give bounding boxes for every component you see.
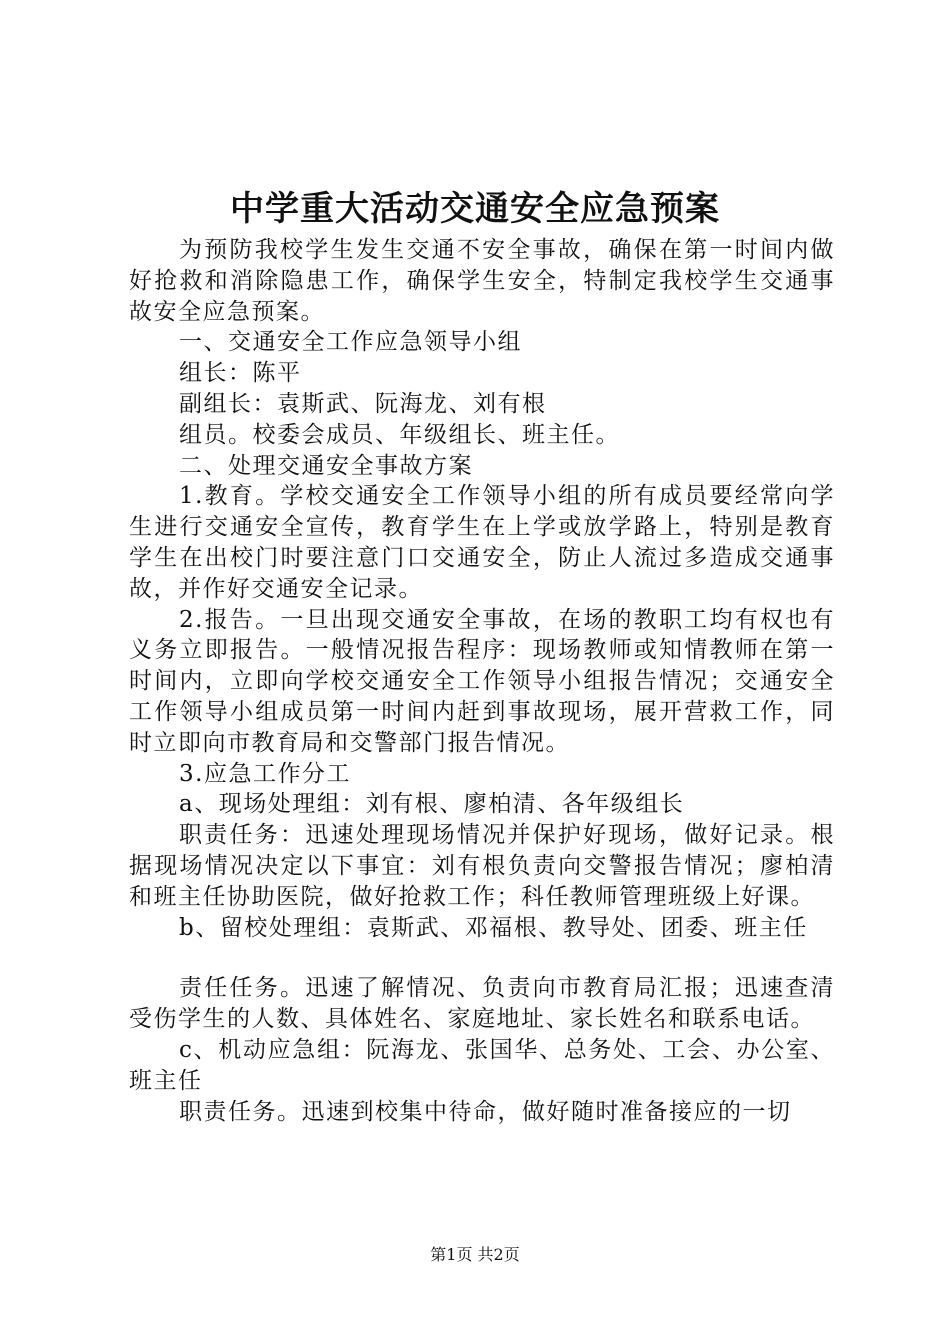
- page-number: 第1页 共2页: [430, 1245, 520, 1264]
- group-leader: 组长：陈平: [179, 360, 302, 387]
- mobile-group: c、机动应急组：阮海龙、张国华、总务处、工会、办公室、班主任: [129, 1036, 835, 1094]
- school-group: b、留校处理组：袁斯武、邓福根、教导处、团委、班主任: [179, 914, 808, 941]
- intro-paragraph: 为预防我校学生发生交通不安全事故，确保在第一时间内做好抢救和消除隐患工作，确保学生安全，特制定我校学生交通事故安全应急预案。: [129, 237, 835, 325]
- onsite-group: a、现场处理组：刘有根、廖柏清、各年级组长: [179, 791, 685, 818]
- document-body: [129, 235, 835, 1127]
- report-paragraph: 2.报告。一旦出现交通安全事故，在场的教职工均有权也有义务立即报告。一般情况报告程序：现场教师或知情教师在第一时间内，立即向学校交通安全工作领导小组报告情况；交通安全工作领导小组成员第一时间内赶到事故现场，展开营救工作，同时立即向市教育局和交警部门报告情况。: [129, 606, 835, 756]
- group-members: 组员。校委会成员、年级组长、班主任。: [179, 421, 620, 448]
- school-duties: 责任任务。迅速了解情况、负责向市教育局汇报；迅速查清受伤学生的人数、具体姓名、家庭地址、家长姓名和联系电话。: [129, 975, 835, 1033]
- education-paragraph: 1.教育。学校交通安全工作领导小组的所有成员要经常向学生进行交通安全宣传，教育学生在上学或放学路上，特别是教育学生在出校门时要注意门口交通安全，防止人流过多造成交通事故，并作好交通安全记录。: [129, 483, 835, 602]
- mobile-duties: 职责任务。迅速到校集中待命，做好随时准备接应的一切: [179, 1098, 792, 1125]
- section-heading-leadership: 一、交通安全工作应急领导小组: [179, 329, 522, 356]
- deputy-leaders: 副组长：袁斯武、阮海龙、刘有根: [179, 390, 547, 417]
- division-heading: 3.应急工作分工: [179, 760, 351, 787]
- document-title: 中学重大活动交通安全应急预案: [230, 189, 720, 229]
- onsite-duties: 职责任务：迅速处理现场情况并保护好现场，做好记录。根据现场情况决定以下事宜：刘有根负责向交警报告情况；廖柏清和班主任协助医院，做好抢救工作；科任教师管理班级上好课。: [129, 822, 835, 910]
- paragraph-gap: [129, 943, 835, 973]
- section-heading-plan: 二、处理交通安全事故方案: [179, 452, 473, 479]
